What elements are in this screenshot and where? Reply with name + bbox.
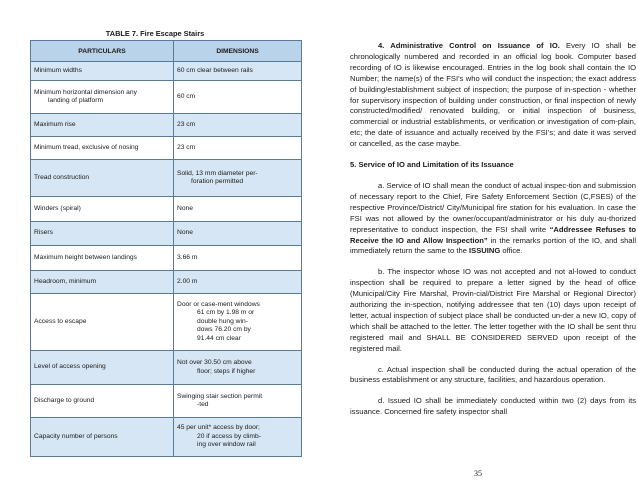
dimension-cell: None — [174, 222, 302, 246]
dimension-cell: 3.66 m — [174, 246, 302, 271]
table-row — [31, 137, 302, 160]
paragraph-c: c. Actual inspection shall be conducted during the actual operation of the business establishment or any structure, facilities, and hazardous operation. — [350, 364, 636, 385]
table-row — [31, 385, 302, 418]
paragraph-d: d. Issued IO shall be immediately conducted within two (2) days from its issuance. Concerned fire safety inspector shall — [350, 396, 636, 417]
particular-cell: Access to escape — [31, 294, 174, 351]
particular-cell: Discharge to ground — [31, 385, 174, 418]
paragraph-a: a. Service of IO shall mean the conduct of actual inspec-tion and submission of necessary report to the Chief, Fire Safety Enforcement Section (C,FSES) of the respective Province/District/ City/Municipal fire station for his evaluation. In case the FSI was not allowed by the owner/occupant/administrator or his duly au-thorized representative to conduct inspection, the FSI shall write “Addressee Refuses to Receive the IO and Allow Inspection” in the remarks portion of the IO, and shall immediately return the same to the ISSUING office. — [350, 180, 637, 256]
paragraph-b: b. The inspector whose IO was not accepted and not al-lowed to conduct inspection shall be required to prepare a letter signed by the head of office (Municipal/City Fire Marshal, Provin-cial/District Fire Marshal or Regional Director) authorizing the in-spection, notifying addressee that ten (10) days upon receipt of letter, actual inspection of subject place shall be conducted un-der a new IO, copy of which shall be attached to the letter. The letter together with the IO shall be sent thru registered mail and SHALL BE CONSIDERED SERVED upon receipt of the registered mail. — [350, 267, 636, 353]
particular-cell: Minimum widths — [31, 62, 174, 81]
particular-cell: Headroom, minimum — [31, 271, 174, 294]
dimension-cell: Solid, 13 mm diameter per- foration permitted — [174, 160, 302, 197]
section-4-heading: 4. Administrative Control on Issuance of IO. — [378, 41, 560, 50]
particular-cell: Risers — [31, 222, 174, 246]
table-row — [31, 197, 302, 222]
table-row — [31, 62, 302, 81]
particular-cell: Level of access opening — [31, 351, 174, 385]
table-row — [31, 160, 302, 197]
dimension-cell: 60 cm clear between rails — [174, 62, 302, 81]
table-row — [31, 294, 302, 351]
dimension-cell: Swinging stair section permit -ted — [174, 385, 302, 418]
dimension-cell: None — [174, 197, 302, 222]
header-dimensions: DIMENSIONS — [174, 41, 302, 62]
dimension-cell: Not over 30.50 cm above floor; steps if higher — [174, 351, 302, 385]
right-page — [318, 0, 638, 493]
particular-cell: Winders (spiral) — [31, 197, 174, 222]
header-particulars: PARTICULARS — [31, 41, 174, 62]
table-row — [31, 351, 302, 385]
table-row — [31, 81, 302, 114]
table-header-row — [31, 41, 302, 62]
dimension-cell: 23 cm — [174, 137, 302, 160]
page-number: 35 — [474, 469, 482, 478]
particular-cell: Tread construction — [31, 160, 174, 197]
particular-cell: Maximum rise — [31, 114, 174, 137]
dimension-cell: 23 cm — [174, 114, 302, 137]
dimension-cell: Door or case-ment windows 61 cm by 1.98 m or double hung win- dows 76.20 cm by 91.44 cm clear — [174, 294, 302, 351]
section-5-heading: 5. Service of IO and Limitation of its Issuance — [350, 160, 514, 170]
table-row — [31, 271, 302, 294]
dimension-cell: 45 per unit* access by door; 20 if access by climb- ing over window rail — [174, 418, 302, 457]
particular-cell: Maximum height between landings — [31, 246, 174, 271]
table-row — [31, 222, 302, 246]
table-row — [31, 246, 302, 271]
dimension-cell: 2.00 m — [174, 271, 302, 294]
left-page — [0, 0, 318, 493]
body-text — [350, 41, 636, 418]
particular-cell: Capacity number of persons — [31, 418, 174, 457]
paragraph-administrative-control: 4. Administrative Control on Issuance of IO. Every IO shall be chronologically numbered and recorded in an official log book. Computer based recording of IO is likewise encouraged. Entries in the log book shall contain the IO Number; the name(s) of the FSI’s who will conduct the inspection; the exact address of building/establishment subject of inspection; the purpose of in-spection - whether for supervisory inspection of building under construction, or final inspection of newly constructed/modified/ renovated building, or initial inspection of business, commercial or industrial establishments, or verification or investigation of com-plain, etc; the date of issuance and actually received by the FSI’s; and date it was served or cancelled, as the case maybe. — [350, 41, 637, 149]
particular-cell: Minimum tread, exclusive of nosing — [31, 137, 174, 160]
particular-cell: Minimum horizontal dimension any landing of platform — [31, 81, 174, 114]
table-caption: TABLE 7. Fire Escape Stairs — [105, 29, 205, 38]
fire-escape-stairs-table — [30, 40, 302, 457]
dimension-cell: 60 cm — [174, 81, 302, 114]
table-row — [31, 114, 302, 137]
table-row — [31, 418, 302, 457]
